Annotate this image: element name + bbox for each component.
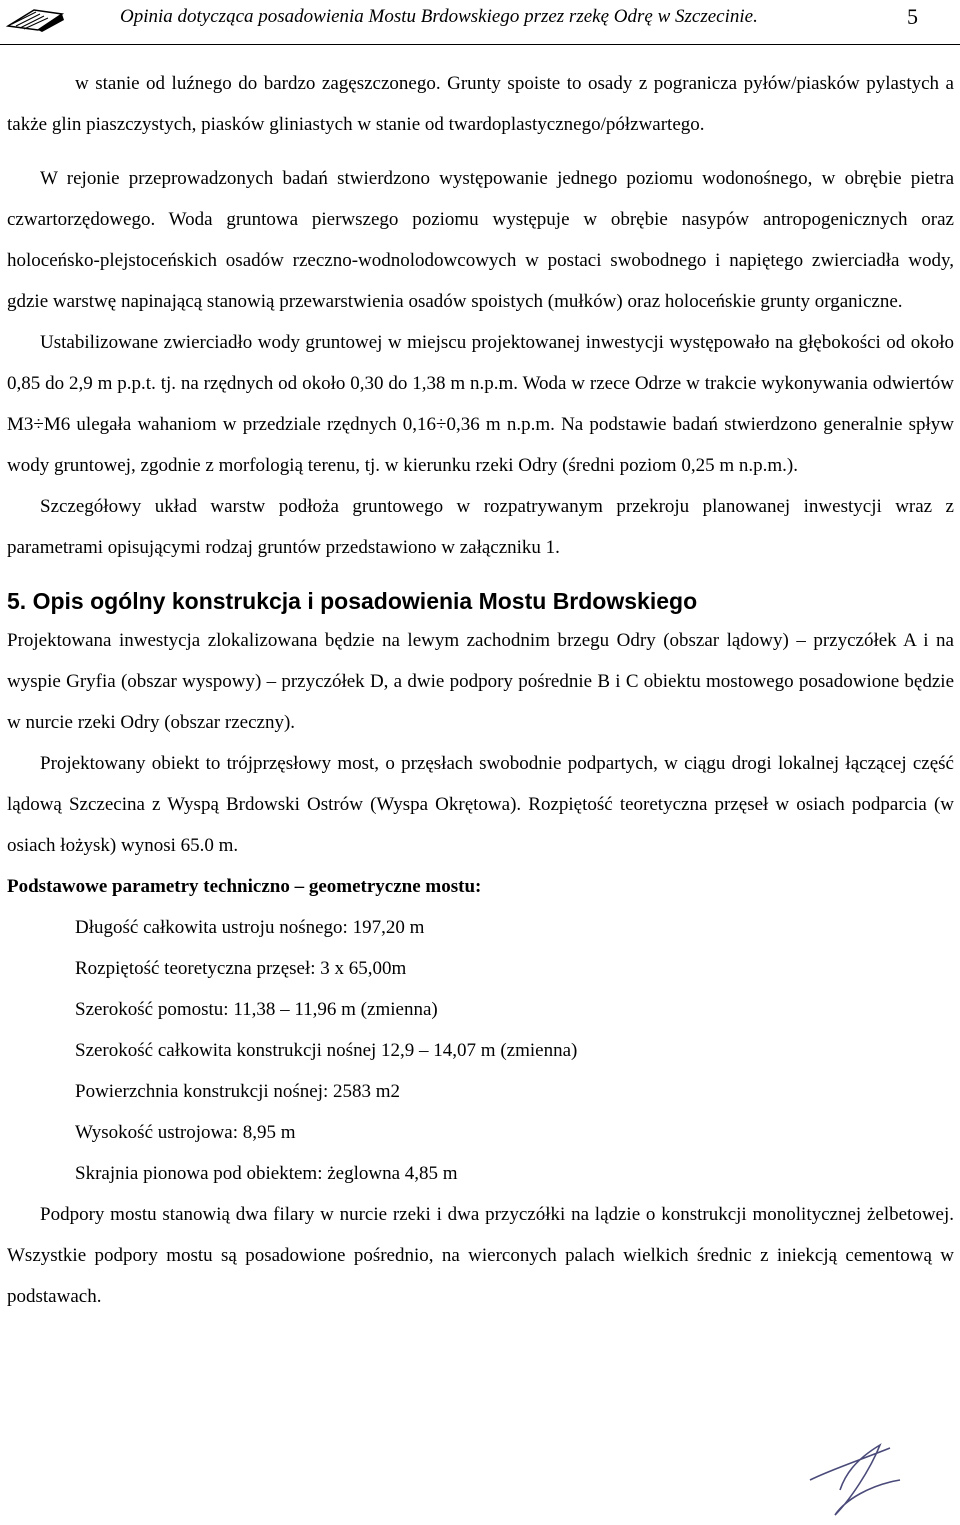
param-item: Długość całkowita ustroju nośnego: 197,20 m [75, 917, 425, 938]
section-heading: 5. Opis ogólny konstrukcja i posadowienia Mostu Brdowskiego [7, 588, 698, 614]
paragraph-water-table: Ustabilizowane zwierciadło wody gruntowej w miejscu projektowanej inwestycji występowało na głębokości od około 0,85 do 2,9 m p.p.t. tj. na rzędnych od około 0,30 do 1,38 m n.p.m. Woda w rzece Odrze w trakcie wykonywania odwiertów M3÷M6 ulegała wahaniom w przedziale rzędnych 0,16÷0,36 m n.p.m. Na podstawie badań stwierdzono generalnie spływ wody gruntowej, zgodnie z morfologią terenu, tj. w kierunku rzeki Odry (średni poziom 0,25 m n.p.m.). [7, 332, 954, 476]
params-title: Podstawowe parametry techniczno – geometryczne mostu: [7, 876, 482, 897]
folded-paper-logo-icon [4, 4, 68, 34]
paragraph-layers: Szczegółowy układ warstw podłoża gruntowego w rozpatrywanym przekroju planowanej inwestycji wraz z parametrami opisującymi rodzaj gruntów przedstawiono w załączniku 1. [7, 496, 954, 558]
param-item: Szerokość pomostu: 11,38 – 11,96 m (zmienna) [75, 999, 438, 1020]
signature-image [800, 1440, 910, 1520]
paragraph-soil-continuation: w stanie od luźnego do bardzo zagęszczonego. Grunty spoiste to osady z pogranicza pyłów/piasków pylastych a także glin piaszczystych, piasków gliniastych w stanie od twardoplastycznego/półzwartego. [7, 73, 954, 135]
page-number: 5 [907, 4, 918, 29]
page-header [0, 0, 960, 45]
param-item: Skrajnia pionowa pod obiektem: żeglowna 4,85 m [75, 1163, 458, 1184]
document-body [7, 63, 954, 1317]
param-item: Wysokość ustrojowa: 8,95 m [75, 1122, 296, 1143]
header-title: Opinia dotycząca posadowienia Mostu Brdowskiego przez rzekę Odrę w Szczecinie. [120, 6, 758, 27]
param-item: Powierzchnia konstrukcji nośnej: 2583 m2 [75, 1081, 401, 1102]
params-list [7, 907, 954, 1194]
param-item: Rozpiętość teoretyczna przęseł: 3 x 65,00m [75, 958, 407, 979]
paragraph-location: Projektowana inwestycja zlokalizowana będzie na lewym zachodnim brzegu Odry (obszar lądowy) – przyczółek A i na wyspie Gryfia (obszar wyspowy) – przyczółek D, a dwie podpory pośrednie B i C obiektu mostowego posadowione będzie w nurcie rzeki Odry (obszar rzeczny). [7, 630, 954, 733]
paragraph-supports: Podpory mostu stanowią dwa filary w nurcie rzeki i dwa przyczółki na lądzie o konstrukcji monolitycznej żelbetowej. Wszystkie podpory mostu są posadowione pośrednio, na wierconych palach wielkich średnic z iniekcją cementową w podstawach. [7, 1204, 954, 1307]
paragraph-groundwater: W rejonie przeprowadzonych badań stwierdzono występowanie jednego poziomu wodonośnego, w obrębie pietra czwartorzędowego. Woda gruntowa pierwszego poziomu występuje w obrębie nasypów antropogenicznych oraz holoceńsko-plejstoceńskich osadów rzeczno-wodnolodowcowych w postaci swobodnego i napiętego zwierciadła wody, gdzie warstwę napinającą stanowią przewarstwienia osadów spoistych (mułków) oraz holoceńskie grunty organiczne. [7, 168, 954, 312]
paragraph-design: Projektowany obiekt to trójprzęsłowy most, o przęsłach swobodnie podpartych, w ciągu drogi lokalnej łączącej część lądową Szczecina z Wyspą Brdowski Ostrów (Wyspa Okrętowa). Rozpiętość teoretyczna przęseł w osiach podparcia (w osiach łożysk) wynosi 65.0 m. [7, 753, 954, 856]
param-item: Szerokość całkowita konstrukcji nośnej 12,9 – 14,07 m (zmienna) [75, 1040, 578, 1061]
